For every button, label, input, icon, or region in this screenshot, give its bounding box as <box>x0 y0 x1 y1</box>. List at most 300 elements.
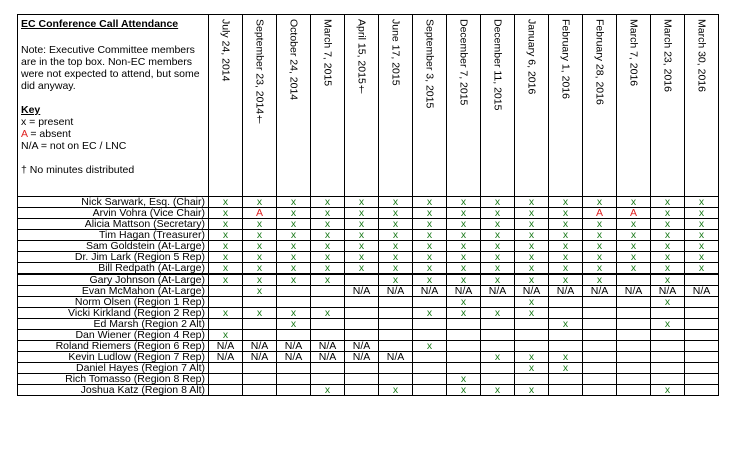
attendance-cell <box>243 297 277 308</box>
attendance-cell: x <box>685 219 719 230</box>
attendance-cell: x <box>447 208 481 219</box>
attendance-cell: N/A <box>243 341 277 352</box>
attendance-cell <box>413 352 447 363</box>
attendance-cell: x <box>209 330 243 341</box>
attendance-cell <box>345 374 379 385</box>
attendance-cell <box>617 297 651 308</box>
attendance-table <box>17 14 719 396</box>
member-name: Gary Johnson (At-Large) <box>18 274 209 286</box>
attendance-cell: x <box>515 274 549 286</box>
date-header <box>413 15 447 197</box>
attendance-cell: x <box>413 308 447 319</box>
date-header <box>243 15 277 197</box>
attendance-cell: x <box>413 263 447 275</box>
attendance-cell <box>481 374 515 385</box>
attendance-cell <box>617 352 651 363</box>
attendance-cell: x <box>311 219 345 230</box>
attendance-cell <box>617 363 651 374</box>
attendance-cell: N/A <box>651 286 685 297</box>
attendance-cell: x <box>413 341 447 352</box>
attendance-cell <box>583 363 617 374</box>
attendance-cell <box>685 330 719 341</box>
table-row <box>18 297 719 308</box>
attendance-cell: x <box>243 263 277 275</box>
attendance-cell: x <box>549 319 583 330</box>
attendance-cell: x <box>209 230 243 241</box>
attendance-cell <box>413 363 447 374</box>
attendance-cell: x <box>549 208 583 219</box>
attendance-cell: x <box>583 252 617 263</box>
attendance-cell: x <box>345 263 379 275</box>
attendance-cell <box>685 385 719 396</box>
attendance-cell <box>379 374 413 385</box>
attendance-cell <box>549 374 583 385</box>
attendance-cell <box>685 374 719 385</box>
attendance-cell <box>617 341 651 352</box>
table-row <box>18 252 719 263</box>
attendance-cell: N/A <box>209 341 243 352</box>
attendance-cell: x <box>413 197 447 208</box>
attendance-cell: x <box>379 274 413 286</box>
member-name: Daniel Hayes (Region 7 Alt) <box>18 363 209 374</box>
member-name: Alicia Mattson (Secretary) <box>18 219 209 230</box>
attendance-cell: x <box>515 197 549 208</box>
attendance-cell <box>447 352 481 363</box>
attendance-cell <box>651 374 685 385</box>
date-header <box>311 15 345 197</box>
attendance-cell: x <box>447 297 481 308</box>
date-header <box>549 15 583 197</box>
attendance-cell: x <box>481 274 515 286</box>
attendance-cell <box>345 308 379 319</box>
attendance-cell <box>379 330 413 341</box>
attendance-cell: N/A <box>243 352 277 363</box>
attendance-cell <box>685 274 719 286</box>
attendance-cell <box>311 363 345 374</box>
attendance-cell: x <box>311 274 345 286</box>
key-heading: Key <box>21 104 41 116</box>
attendance-cell: x <box>549 274 583 286</box>
table-row <box>18 286 719 297</box>
attendance-cell: x <box>549 197 583 208</box>
attendance-cell: N/A <box>379 286 413 297</box>
attendance-cell: x <box>515 208 549 219</box>
member-name: Kevin Ludlow (Region 7 Rep) <box>18 352 209 363</box>
attendance-cell <box>447 330 481 341</box>
attendance-cell: x <box>583 241 617 252</box>
attendance-cell: x <box>515 385 549 396</box>
table-row <box>18 352 719 363</box>
attendance-cell <box>243 385 277 396</box>
attendance-cell: x <box>651 252 685 263</box>
attendance-cell <box>583 374 617 385</box>
attendance-cell: x <box>447 241 481 252</box>
attendance-cell: x <box>617 263 651 275</box>
key-absent-text: = absent <box>27 128 71 140</box>
attendance-cell: x <box>311 208 345 219</box>
attendance-cell: x <box>481 252 515 263</box>
attendance-cell: x <box>379 241 413 252</box>
attendance-cell: x <box>243 274 277 286</box>
attendance-cell: x <box>685 197 719 208</box>
attendance-cell: x <box>345 230 379 241</box>
table-row <box>18 274 719 286</box>
attendance-cell: x <box>243 308 277 319</box>
member-name: Evan McMahon (At-Large) <box>18 286 209 297</box>
attendance-cell: N/A <box>685 286 719 297</box>
attendance-cell: N/A <box>277 352 311 363</box>
member-name: Rich Tomasso (Region 8 Rep) <box>18 374 209 385</box>
attendance-cell <box>583 385 617 396</box>
attendance-cell: x <box>209 219 243 230</box>
attendance-cell <box>549 341 583 352</box>
attendance-cell <box>277 286 311 297</box>
attendance-cell <box>651 352 685 363</box>
attendance-cell: x <box>209 208 243 219</box>
attendance-cell: x <box>481 352 515 363</box>
attendance-cell: x <box>379 385 413 396</box>
attendance-cell: x <box>413 208 447 219</box>
attendance-cell: x <box>617 219 651 230</box>
attendance-cell: x <box>515 263 549 275</box>
attendance-cell: N/A <box>345 286 379 297</box>
attendance-cell: x <box>481 197 515 208</box>
table-row <box>18 230 719 241</box>
table-row <box>18 308 719 319</box>
table-row <box>18 363 719 374</box>
attendance-cell: x <box>651 274 685 286</box>
date-header <box>651 15 685 197</box>
attendance-cell: N/A <box>277 341 311 352</box>
key-na: N/A = not on EC / LNC <box>21 140 127 152</box>
attendance-cell: x <box>413 219 447 230</box>
attendance-cell: x <box>447 308 481 319</box>
attendance-cell: x <box>447 263 481 275</box>
attendance-cell <box>277 297 311 308</box>
attendance-cell <box>583 319 617 330</box>
attendance-cell: x <box>413 274 447 286</box>
attendance-cell: x <box>243 197 277 208</box>
attendance-cell: A <box>583 208 617 219</box>
date-header <box>617 15 651 197</box>
attendance-cell <box>379 319 413 330</box>
attendance-cell: N/A <box>345 352 379 363</box>
attendance-cell: N/A <box>311 341 345 352</box>
attendance-cell: x <box>651 385 685 396</box>
attendance-cell: x <box>549 230 583 241</box>
date-label: June 17, 2015 <box>389 19 402 86</box>
attendance-cell: x <box>651 297 685 308</box>
attendance-cell <box>515 319 549 330</box>
attendance-cell: x <box>447 219 481 230</box>
attendance-cell: N/A <box>515 286 549 297</box>
attendance-cell <box>583 341 617 352</box>
date-label: March 7, 2016 <box>627 19 640 87</box>
attendance-cell <box>583 330 617 341</box>
attendance-cell <box>651 308 685 319</box>
date-header <box>447 15 481 197</box>
attendance-cell: x <box>617 241 651 252</box>
attendance-cell: x <box>583 219 617 230</box>
attendance-cell: x <box>515 230 549 241</box>
attendance-cell: x <box>447 274 481 286</box>
attendance-cell: x <box>243 219 277 230</box>
key-absent-symbol: A <box>21 128 28 140</box>
attendance-cell: x <box>311 197 345 208</box>
attendance-cell: x <box>209 274 243 286</box>
member-name: Arvin Vohra (Vice Chair) <box>18 208 209 219</box>
attendance-cell <box>685 352 719 363</box>
attendance-cell: A <box>243 208 277 219</box>
date-label: March 23, 2016 <box>661 19 674 92</box>
attendance-cell <box>345 385 379 396</box>
date-label: February 28, 2016 <box>593 19 606 105</box>
attendance-cell <box>345 319 379 330</box>
attendance-cell <box>311 330 345 341</box>
attendance-cell: x <box>311 308 345 319</box>
attendance-cell <box>617 274 651 286</box>
attendance-cell: x <box>209 308 243 319</box>
attendance-cell <box>379 297 413 308</box>
member-name: Dan Wiener (Region 4 Rep) <box>18 330 209 341</box>
member-name: Sam Goldstein (At-Large) <box>18 241 209 252</box>
date-label: July 24, 2014 <box>219 19 232 82</box>
attendance-cell: x <box>345 197 379 208</box>
attendance-cell <box>617 374 651 385</box>
attendance-cell: x <box>549 352 583 363</box>
attendance-cell: x <box>311 263 345 275</box>
attendance-cell: x <box>311 241 345 252</box>
attendance-cell <box>549 385 583 396</box>
attendance-cell <box>583 297 617 308</box>
attendance-cell: x <box>583 230 617 241</box>
member-name: Dr. Jim Lark (Region 5 Rep) <box>18 252 209 263</box>
date-header <box>481 15 515 197</box>
attendance-cell: x <box>481 263 515 275</box>
date-label: September 3, 2015 <box>423 19 436 109</box>
footnote: † No minutes distributed <box>21 164 135 176</box>
attendance-cell: x <box>549 363 583 374</box>
date-label: October 24, 2014 <box>287 19 300 101</box>
attendance-cell: x <box>515 297 549 308</box>
table-row <box>18 219 719 230</box>
attendance-cell <box>311 297 345 308</box>
attendance-cell: x <box>277 319 311 330</box>
attendance-cell: A <box>617 208 651 219</box>
attendance-cell: x <box>345 219 379 230</box>
attendance-cell: x <box>651 241 685 252</box>
attendance-cell: x <box>685 208 719 219</box>
info-cell <box>18 15 209 197</box>
attendance-cell: x <box>447 385 481 396</box>
attendance-cell: x <box>243 241 277 252</box>
attendance-cell: x <box>447 197 481 208</box>
attendance-cell: x <box>277 274 311 286</box>
attendance-cell <box>345 274 379 286</box>
attendance-cell <box>617 330 651 341</box>
attendance-cell: x <box>617 197 651 208</box>
attendance-cell: x <box>481 230 515 241</box>
attendance-cell: x <box>651 219 685 230</box>
attendance-cell: x <box>277 308 311 319</box>
attendance-cell: x <box>515 252 549 263</box>
attendance-cell <box>243 319 277 330</box>
attendance-cell: x <box>651 208 685 219</box>
attendance-cell: x <box>277 219 311 230</box>
attendance-cell: x <box>481 208 515 219</box>
attendance-cell: x <box>243 286 277 297</box>
attendance-cell: N/A <box>209 352 243 363</box>
member-name: Vicki Kirkland (Region 2 Rep) <box>18 308 209 319</box>
attendance-cell <box>583 352 617 363</box>
attendance-cell: x <box>277 263 311 275</box>
attendance-cell: x <box>515 363 549 374</box>
attendance-cell <box>379 308 413 319</box>
attendance-cell: N/A <box>447 286 481 297</box>
attendance-cell <box>243 363 277 374</box>
attendance-cell: x <box>515 308 549 319</box>
attendance-cell <box>685 319 719 330</box>
attendance-cell <box>311 374 345 385</box>
attendance-cell: x <box>209 263 243 275</box>
table-row <box>18 385 719 396</box>
member-name: Bill Redpath (At-Large) <box>18 263 209 275</box>
attendance-cell: x <box>685 252 719 263</box>
attendance-cell: x <box>515 241 549 252</box>
date-header <box>379 15 413 197</box>
attendance-cell: N/A <box>617 286 651 297</box>
attendance-cell: x <box>209 241 243 252</box>
attendance-cell <box>243 374 277 385</box>
attendance-cell: x <box>379 219 413 230</box>
member-name: Roland Riemers (Region 6 Rep) <box>18 341 209 352</box>
date-header <box>345 15 379 197</box>
attendance-cell <box>413 319 447 330</box>
attendance-cell: x <box>277 208 311 219</box>
attendance-cell <box>209 286 243 297</box>
key-present: x = present <box>21 116 74 128</box>
attendance-cell: x <box>651 263 685 275</box>
table-row <box>18 241 719 252</box>
attendance-cell <box>345 297 379 308</box>
attendance-cell: x <box>549 241 583 252</box>
member-name: Ed Marsh (Region 2 Alt) <box>18 319 209 330</box>
attendance-cell <box>277 330 311 341</box>
attendance-cell: N/A <box>583 286 617 297</box>
attendance-cell <box>447 363 481 374</box>
attendance-cell: x <box>345 208 379 219</box>
attendance-cell <box>583 308 617 319</box>
attendance-cell: x <box>379 197 413 208</box>
attendance-cell <box>481 363 515 374</box>
attendance-cell: x <box>379 263 413 275</box>
attendance-cell <box>277 363 311 374</box>
attendance-cell <box>651 363 685 374</box>
date-header <box>583 15 617 197</box>
key-absent <box>21 128 205 140</box>
attendance-cell: x <box>277 241 311 252</box>
attendance-cell: x <box>617 230 651 241</box>
attendance-cell <box>209 385 243 396</box>
attendance-cell <box>617 385 651 396</box>
table-row <box>18 374 719 385</box>
attendance-cell: x <box>481 385 515 396</box>
attendance-cell: N/A <box>345 341 379 352</box>
attendance-cell: x <box>311 252 345 263</box>
attendance-cell: N/A <box>379 352 413 363</box>
attendance-cell <box>209 363 243 374</box>
date-header <box>515 15 549 197</box>
attendance-cell <box>481 330 515 341</box>
attendance-cell: x <box>481 219 515 230</box>
date-label: December 7, 2015 <box>457 19 470 106</box>
attendance-cell: N/A <box>311 352 345 363</box>
attendance-cell <box>311 319 345 330</box>
attendance-cell: x <box>243 252 277 263</box>
attendance-cell <box>685 363 719 374</box>
date-label: September 23, 2014† <box>253 19 266 127</box>
date-header <box>685 15 719 197</box>
attendance-cell <box>481 341 515 352</box>
attendance-cell: x <box>549 252 583 263</box>
attendance-cell <box>549 330 583 341</box>
attendance-cell <box>413 297 447 308</box>
attendance-cell: x <box>379 208 413 219</box>
attendance-cell: x <box>413 241 447 252</box>
table-row <box>18 319 719 330</box>
date-header <box>209 15 243 197</box>
attendance-cell: x <box>583 274 617 286</box>
attendance-cell: x <box>651 230 685 241</box>
header-row <box>18 15 719 197</box>
attendance-cell <box>617 308 651 319</box>
attendance-cell: x <box>379 230 413 241</box>
attendance-cell: x <box>277 230 311 241</box>
attendance-cell <box>447 319 481 330</box>
date-label: February 1, 2016 <box>559 19 572 99</box>
table-row <box>18 197 719 208</box>
note-text: Note: Executive Committee members are in the top box. Non-EC members were not expected to attend, but some did anyway. <box>21 44 200 92</box>
attendance-cell <box>277 374 311 385</box>
attendance-cell: N/A <box>481 286 515 297</box>
attendance-cell <box>413 330 447 341</box>
page-title: EC Conference Call Attendance <box>21 18 179 30</box>
attendance-cell <box>379 341 413 352</box>
attendance-cell: x <box>583 263 617 275</box>
attendance-cell <box>481 319 515 330</box>
date-label: March 7, 2015 <box>321 19 334 87</box>
attendance-cell <box>413 374 447 385</box>
attendance-cell <box>277 385 311 396</box>
attendance-cell <box>209 297 243 308</box>
attendance-cell <box>209 319 243 330</box>
attendance-cell: x <box>685 263 719 275</box>
attendance-cell: N/A <box>413 286 447 297</box>
member-name: Joshua Katz (Region 8 Alt) <box>18 385 209 396</box>
attendance-cell: x <box>311 230 345 241</box>
date-label: December 11, 2015 <box>491 19 504 111</box>
attendance-cell: x <box>209 197 243 208</box>
table-row <box>18 208 719 219</box>
attendance-cell <box>617 319 651 330</box>
attendance-cell: x <box>447 374 481 385</box>
attendance-cell: x <box>515 219 549 230</box>
attendance-cell: x <box>583 197 617 208</box>
attendance-cell <box>209 374 243 385</box>
attendance-cell: N/A <box>549 286 583 297</box>
attendance-cell <box>311 286 345 297</box>
attendance-cell <box>413 385 447 396</box>
